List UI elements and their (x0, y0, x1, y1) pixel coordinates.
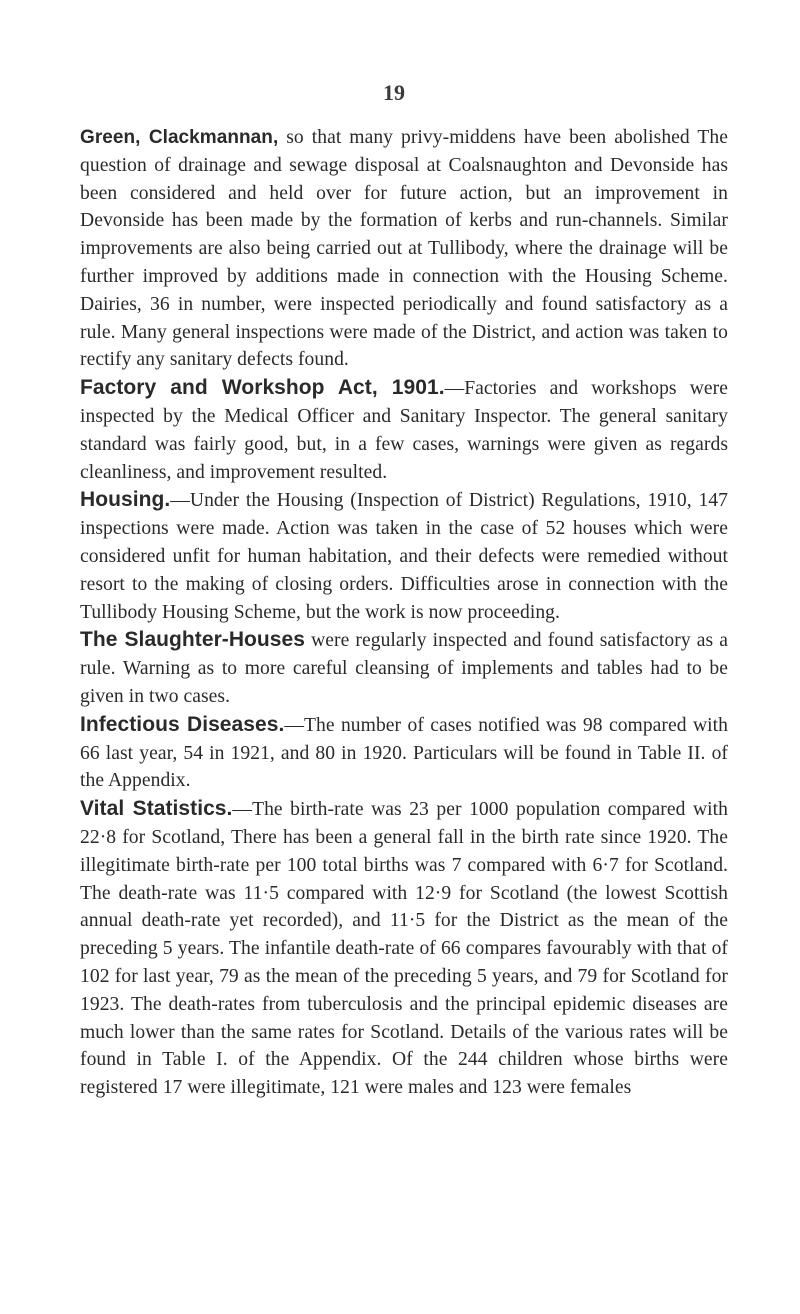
paragraph-text: so that many privy-middens have been abolished The question of drainage and sewage disposal at Coalsnaughton and Devonside has been considered and held over for future action, but an improvement in Devonside has been made by the formation of kerbs and run-channels. Similar improvements are also being carried out at Tullibody, where the drainage will be further improved by additions made in connection with the Housing Scheme. Dairies, 36 in number, were inspected periodically and found satisfactory as a rule. Many general inspections were made of the District, and action was taken to rectify any sanitary defects found. (80, 127, 729, 371)
paragraph-text: —Factories and workshops were inspected by the Medical Officer and Sanitary Inspector. The general sanitary standard was fairly good, but, in a few cases, warnings were given as regards cleanliness, and improvement resulted. (80, 378, 729, 483)
paragraph-vital-statistics (80, 795, 728, 1102)
paragraph-text: —The number of cases notified was 98 compared with 66 last year, 54 in 1921, and 80 in 1920. Particulars will be found in Table II. of the Appendix. (80, 714, 728, 792)
paragraph-text: —The birth-rate was 23 per 1000 population compared with 22·8 for Scotland, There has been a general fall in the birth rate since 1920. The illegitimate birth-rate per 100 total births was 7 compared with 6·7 for Scotland. The death-rate was 11·5 compared with 12·9 for Scotland (the lowest Scottish annual death-rate yet recorded), and 11·5 for the District as the mean of the preceding 5 years. The infantile death-rate of 66 compares favourably with that of 102 for last year, 79 as the mean of the preceding 5 years, and 79 for Scotland for 1923. The death-rates from tuberculosis and the principal epidemic diseases are much lower than the same rates for Scotland. Details of the various rates will be found in Table I. of the Appendix. Of the 244 children whose births were registered 17 were illegitimate, 121 were males and 123 were females (80, 799, 728, 1099)
paragraph-text: were regularly inspected and found satisfactory as a rule. Warning as to more careful cleansing of implements and tables had to be given in two cases. (80, 630, 728, 707)
paragraph-housing (80, 486, 728, 626)
paragraph-factory-workshop (80, 374, 728, 486)
paragraph-heading: The Slaughter-Houses (80, 628, 305, 652)
paragraph-drainage (80, 124, 728, 374)
body-text (80, 124, 728, 1102)
paragraph-slaughter-houses (80, 626, 728, 710)
paragraph-heading: Green, Clackmannan, (80, 127, 279, 148)
page-number: 19 (383, 80, 405, 105)
paragraph-infectious-diseases (80, 711, 728, 795)
paragraph-heading: Infectious Diseases. (80, 712, 285, 736)
paragraph-heading: Factory and Workshop Act, 1901. (80, 376, 445, 400)
paragraph-text: —Under the Housing (Inspection of District) Regulations, 1910, 147 inspections were made. Action was taken in the case of 52 houses which were considered unfit for human habitation, and their defects were remedied without resort to the making of closing orders. Difficulties arose in connection with the Tullibody Housing Scheme, but the work is now proceeding. (80, 490, 728, 623)
paragraph-heading: Vital Statistics. (80, 797, 233, 821)
paragraph-heading: Housing. (80, 488, 171, 512)
